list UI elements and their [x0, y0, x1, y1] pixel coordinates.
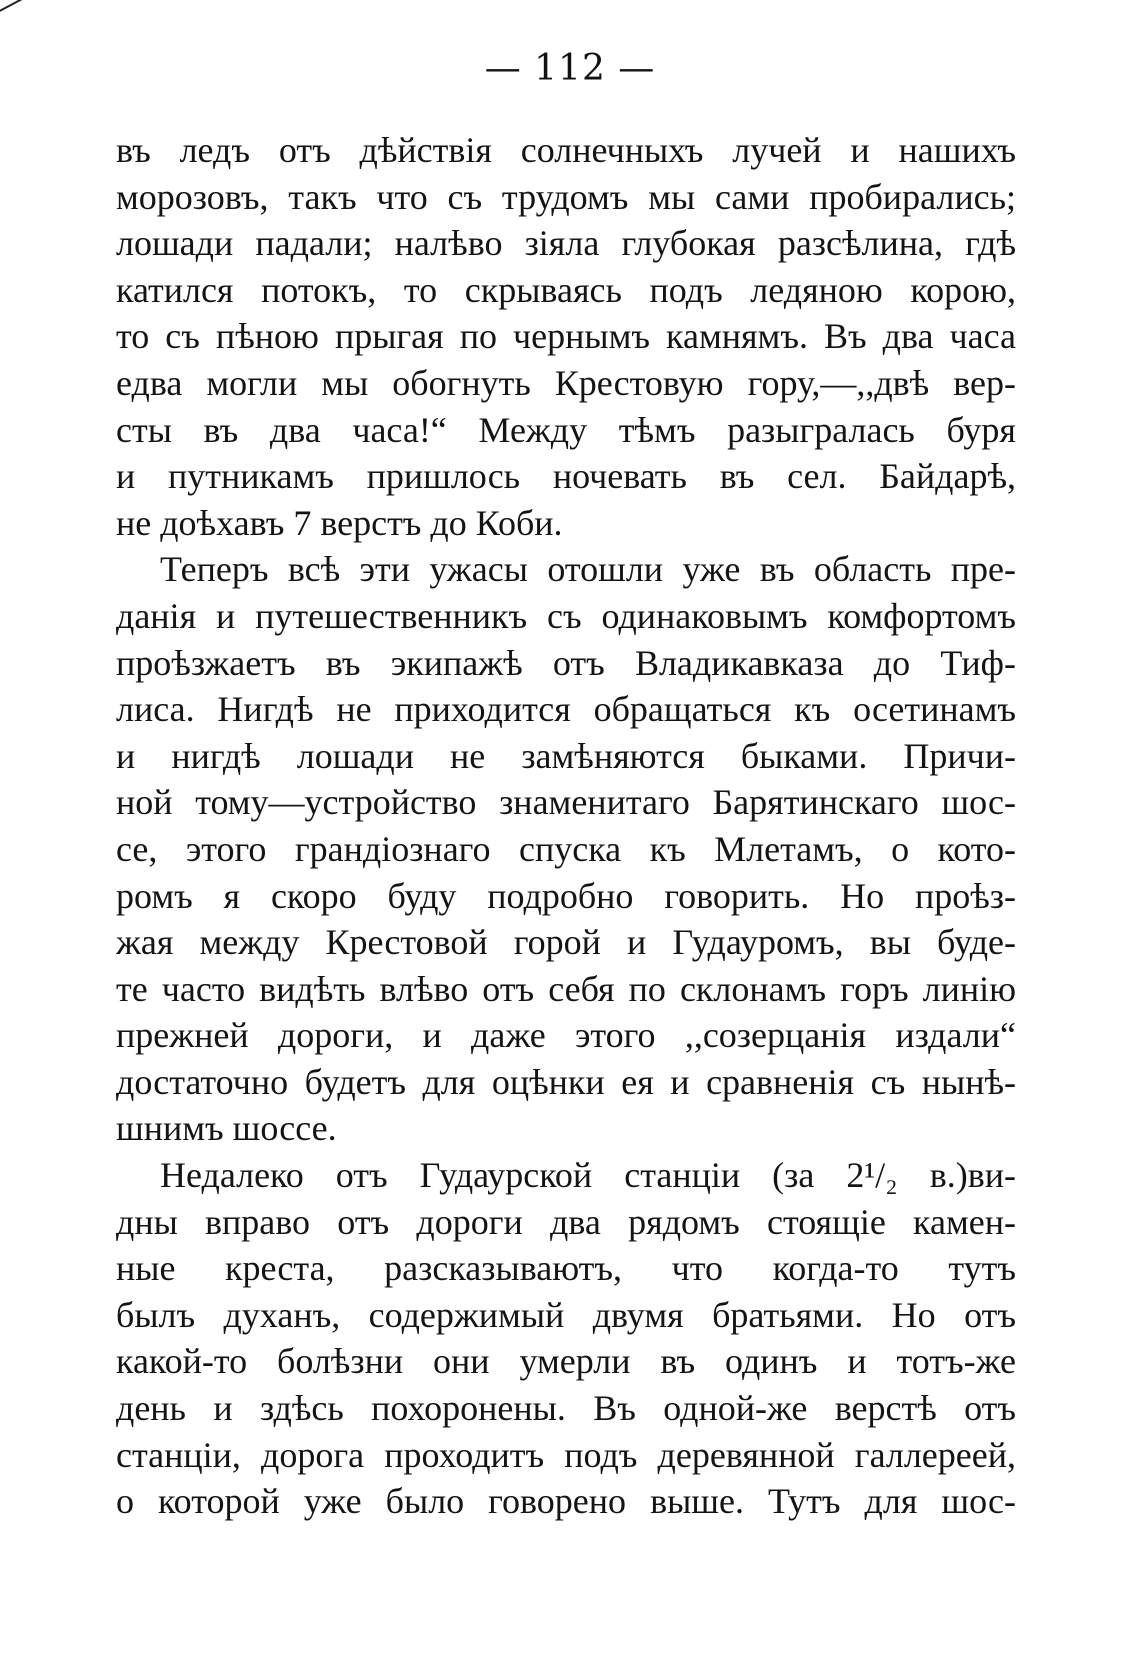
text-line: и путникамъ пришлось ночевать въ сел. Байдарѣ, [116, 456, 1016, 497]
text-line: данія и путешественникъ съ одинаковымъ комфортомъ [116, 595, 1016, 636]
text-line: едва могли мы обогнуть Крестовую гору,—,,двѣ вер- [116, 362, 1016, 403]
text-line: и нигдѣ лошади не замѣняются быками. Причи- [116, 735, 1016, 776]
text-line: Теперъ всѣ эти ужасы отошли уже въ область пре- [160, 549, 1016, 590]
text-line: сты въ два часа!“ Между тѣмъ разыгралась буря [116, 409, 1016, 450]
text-line: те часто видѣть влѣво отъ себя по склонамъ горъ линію [116, 968, 1016, 1009]
text-line: се, этого грандіознаго спуска къ Млетамъ, о кото- [116, 828, 1016, 869]
text-line: лошади падали; налѣво зіяла глубокая разсѣлина, гдѣ [116, 223, 1016, 264]
text-line: прежней дороги, и даже этого ,,созерцанія издали“ [116, 1015, 1016, 1056]
text-line: о которой уже было говорено выше. Тутъ для шос- [116, 1481, 1016, 1522]
text-line: морозовъ, такъ что съ трудомъ мы сами пробирались; [116, 176, 1016, 217]
text-line: достаточно будетъ для оцѣнки ея и сравненія съ нынѣ- [116, 1061, 1016, 1102]
text-line: шнимъ шоссе. [116, 1108, 337, 1149]
text-line: катился потокъ, то скрываясь подъ ледяною корою, [116, 269, 1016, 310]
text-line: дны вправо отъ дороги два рядомъ стоящіе камен- [116, 1201, 1016, 1242]
text-line: не доѣхавъ 7 верстъ до Коби. [116, 502, 563, 543]
text-line: жая между Крестовой горой и Гудауромъ, вы буде- [116, 922, 1016, 963]
corner-scan-mark [0, 0, 54, 16]
text-line: ные креста, разсказываютъ, что когда-то тутъ [116, 1248, 1016, 1289]
text-line: какой-то болѣзни они умерли въ одинъ и тотъ-же [116, 1341, 1016, 1382]
text-line: день и здѣсь похоронены. Въ одной-же верстѣ отъ [116, 1388, 1016, 1429]
text-line: лиса. Нигдѣ не приходится обращаться къ осетинамъ [116, 689, 1016, 730]
text-line: ромъ я скоро буду подробно говорить. Но проѣз- [116, 875, 1016, 916]
body-text [116, 127, 1016, 1525]
text-line: то съ пѣною прыгая по чернымъ камнямъ. Въ два часа [116, 316, 1016, 357]
page-number: — 112 — [484, 48, 656, 89]
text-line: станціи, дорога проходитъ подъ деревянной галлереей, [116, 1434, 1016, 1475]
text-line: въ ледъ отъ дѣйствія солнечныхъ лучей и нашихъ [116, 130, 1016, 170]
text-line: ной тому—устройство знаменитаго Барятинскаго шос- [116, 782, 1016, 823]
text-line: Недалеко отъ Гудаурской станціи (за 2¹/₂ в.)ви- [160, 1155, 1016, 1196]
text-line: проѣзжаетъ въ экипажѣ отъ Владикавказа до Тиф- [116, 642, 1016, 683]
text-line: былъ духанъ, содержимый двумя братьями. Но отъ [116, 1294, 1016, 1335]
